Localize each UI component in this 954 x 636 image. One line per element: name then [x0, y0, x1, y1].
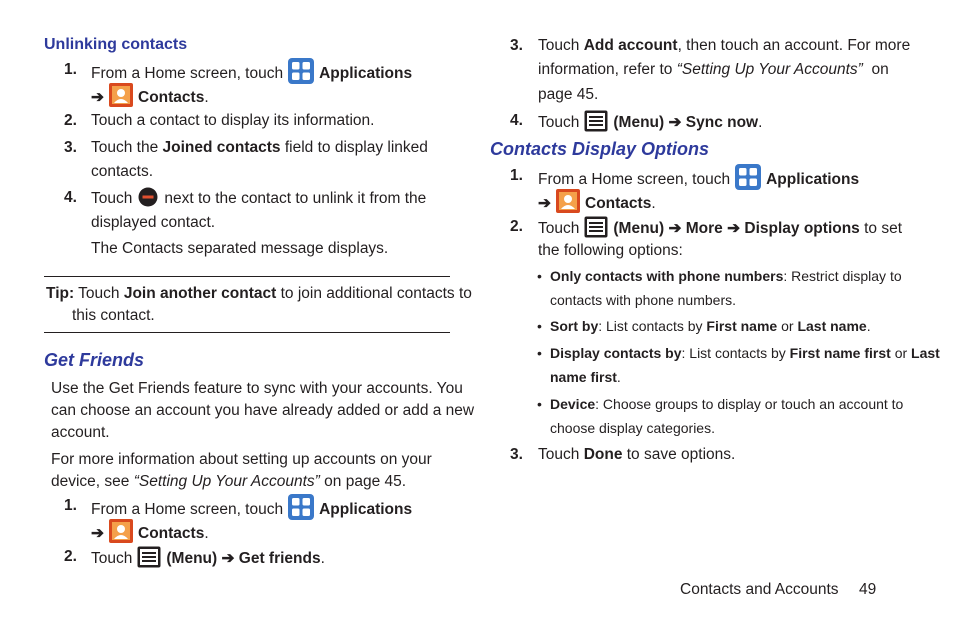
- step-text-part: information, refer to: [538, 61, 673, 78]
- paragraph-line: can choose an account you have already added or add a new: [51, 402, 475, 419]
- step-text: [538, 446, 735, 464]
- step-text: [538, 167, 859, 193]
- step-number: 2.: [64, 548, 77, 565]
- menu-path: (Menu) ➔ Get friends: [166, 550, 321, 568]
- applications-label: Applications: [319, 501, 413, 519]
- menu-path: (Menu) ➔ More ➔ Display options: [613, 220, 860, 238]
- step-text-part: .: [204, 89, 209, 107]
- step-number: 2.: [64, 112, 77, 129]
- step-text: [91, 86, 209, 110]
- footer-section-title: Contacts and Accounts: [680, 581, 839, 598]
- step-text: [91, 189, 426, 209]
- arrow: ➔: [538, 195, 551, 213]
- bullet-text: choose display categories.: [550, 420, 715, 436]
- step-text: [538, 112, 762, 134]
- option-description: : List contacts by: [681, 345, 786, 361]
- bullet-text: [550, 395, 903, 413]
- step-note: The Contacts separated message displays.: [91, 240, 389, 257]
- bullet-text: [550, 317, 871, 335]
- step-text-part: From a Home screen, touch: [538, 171, 731, 189]
- option-value: name first: [550, 369, 617, 385]
- paragraph-line: [51, 473, 406, 491]
- step-number: 4.: [510, 112, 523, 129]
- step-text-part: From a Home screen, touch: [91, 65, 284, 83]
- option-description: : Restrict display to: [783, 268, 902, 284]
- paragraph-line: account.: [51, 424, 110, 441]
- option-name: Only contacts with phone numbers: [550, 268, 784, 284]
- arrow: ➔: [91, 89, 104, 107]
- contacts-label: Contacts: [585, 195, 652, 213]
- paragraph-line: For more information about setting up accounts on your: [51, 451, 432, 468]
- menu-icon: [584, 216, 608, 238]
- contacts-icon: [556, 189, 580, 213]
- tip-label: Tip:: [46, 285, 75, 302]
- tip-text: this contact.: [72, 307, 155, 324]
- step-number: 1.: [510, 167, 523, 184]
- option-value: First name: [706, 318, 778, 334]
- step-text: [91, 548, 325, 570]
- option-description: .: [866, 318, 871, 334]
- option-description: .: [616, 369, 621, 385]
- option-description: or: [894, 345, 908, 361]
- step-text-part: Touch: [538, 220, 580, 238]
- step-text: displayed contact.: [91, 214, 216, 231]
- heading-get-friends: Get Friends: [44, 350, 145, 370]
- applications-icon: [288, 58, 314, 84]
- bullet: •: [537, 396, 542, 412]
- step-text-part: Touch: [538, 446, 580, 463]
- step-number: 1.: [64, 497, 77, 514]
- step-text: [538, 192, 656, 216]
- contacts-icon: [109, 83, 133, 107]
- step-text-part: , then touch an account. For more: [677, 37, 911, 54]
- add-account-label: Add account: [583, 37, 678, 54]
- tip-text-part: to join additional contacts to: [280, 285, 472, 302]
- paragraph-part: device, see: [51, 473, 130, 490]
- paragraph-part: on page 45.: [324, 473, 407, 490]
- step-number: 3.: [510, 446, 523, 463]
- bullet-text: contacts with phone numbers.: [550, 292, 736, 308]
- contacts-label: Contacts: [138, 525, 205, 543]
- step-text: [91, 497, 412, 523]
- option-description: or: [781, 318, 794, 334]
- tip-bottom-rule: [44, 332, 450, 333]
- applications-icon: [735, 164, 761, 190]
- option-value: Last: [911, 345, 940, 361]
- step-text-part: Touch: [91, 190, 133, 208]
- heading-contacts-display-options: Contacts Display Options: [490, 139, 710, 159]
- step-number: 3.: [510, 37, 523, 54]
- applications-icon: [288, 494, 314, 520]
- step-text: page 45.: [538, 86, 599, 103]
- step-text: the following options:: [538, 242, 683, 259]
- option-name: Device: [550, 396, 596, 412]
- tip-text-part: Touch: [78, 285, 120, 302]
- step-text-part: .: [651, 195, 656, 213]
- step-number: 4.: [64, 189, 77, 206]
- menu-icon: [137, 546, 161, 568]
- menu-path: (Menu) ➔ Sync now: [613, 114, 759, 132]
- bullet: •: [537, 345, 542, 361]
- step-text-part: next to the contact to unlink it from the: [164, 190, 427, 208]
- step-text-part: .: [758, 114, 763, 132]
- step-text-part: Touch: [538, 114, 580, 132]
- step-text: contacts.: [91, 163, 154, 180]
- step-number: 3.: [64, 139, 77, 156]
- tip-text: [46, 285, 472, 303]
- step-text: [91, 522, 209, 546]
- step-text: [538, 61, 889, 79]
- option-value: First name first: [789, 345, 891, 361]
- bullet-text: [550, 267, 902, 285]
- done-label: Done: [583, 446, 623, 463]
- unlink-minus-icon: [138, 187, 158, 207]
- bullet: •: [537, 318, 542, 334]
- page-number: 49: [859, 581, 877, 598]
- join-another-contact-label: Join another contact: [123, 285, 277, 302]
- applications-label: Applications: [766, 171, 860, 189]
- step-text: [538, 37, 910, 55]
- cross-reference: “Setting Up Your Accounts”: [676, 61, 863, 78]
- cross-reference: “Setting Up Your Accounts”: [133, 473, 320, 490]
- option-name: Sort by: [550, 318, 599, 334]
- step-text-part: Touch: [91, 550, 133, 568]
- step-text: [538, 218, 902, 240]
- step-text-part: on: [871, 61, 889, 78]
- bullet-text: [550, 368, 621, 386]
- step-text-part: Touch: [538, 37, 580, 54]
- applications-label: Applications: [319, 65, 413, 83]
- step-text-part: .: [320, 550, 325, 568]
- step-text-part: Touch the: [91, 139, 159, 156]
- option-name: Display contacts by: [550, 345, 682, 361]
- step-number: 1.: [64, 61, 77, 78]
- bullet: •: [537, 268, 542, 284]
- option-value: Last name: [797, 318, 867, 334]
- joined-contacts-label: Joined contacts: [162, 139, 281, 156]
- menu-icon: [584, 110, 608, 132]
- contacts-label: Contacts: [138, 89, 205, 107]
- arrow: ➔: [91, 525, 104, 543]
- heading-unlinking-contacts: Unlinking contacts: [44, 36, 188, 53]
- step-number: 2.: [510, 218, 523, 235]
- step-text-part: From a Home screen, touch: [91, 501, 284, 519]
- step-text-part: field to display linked: [284, 139, 428, 156]
- option-description: : List contacts by: [598, 318, 703, 334]
- bullet-text: [550, 344, 940, 362]
- tip-top-rule: [44, 276, 450, 277]
- step-text: [91, 139, 428, 157]
- contacts-icon: [109, 519, 133, 543]
- paragraph-line: Use the Get Friends feature to sync with your accounts. You: [51, 380, 463, 397]
- step-text-part: .: [204, 525, 209, 543]
- step-text: [91, 61, 412, 87]
- step-text: Touch a contact to display its information.: [91, 112, 375, 129]
- option-description: : Choose groups to display or touch an account to: [595, 396, 904, 412]
- step-text-part: to set: [864, 220, 903, 238]
- step-text-part: to save options.: [626, 446, 736, 463]
